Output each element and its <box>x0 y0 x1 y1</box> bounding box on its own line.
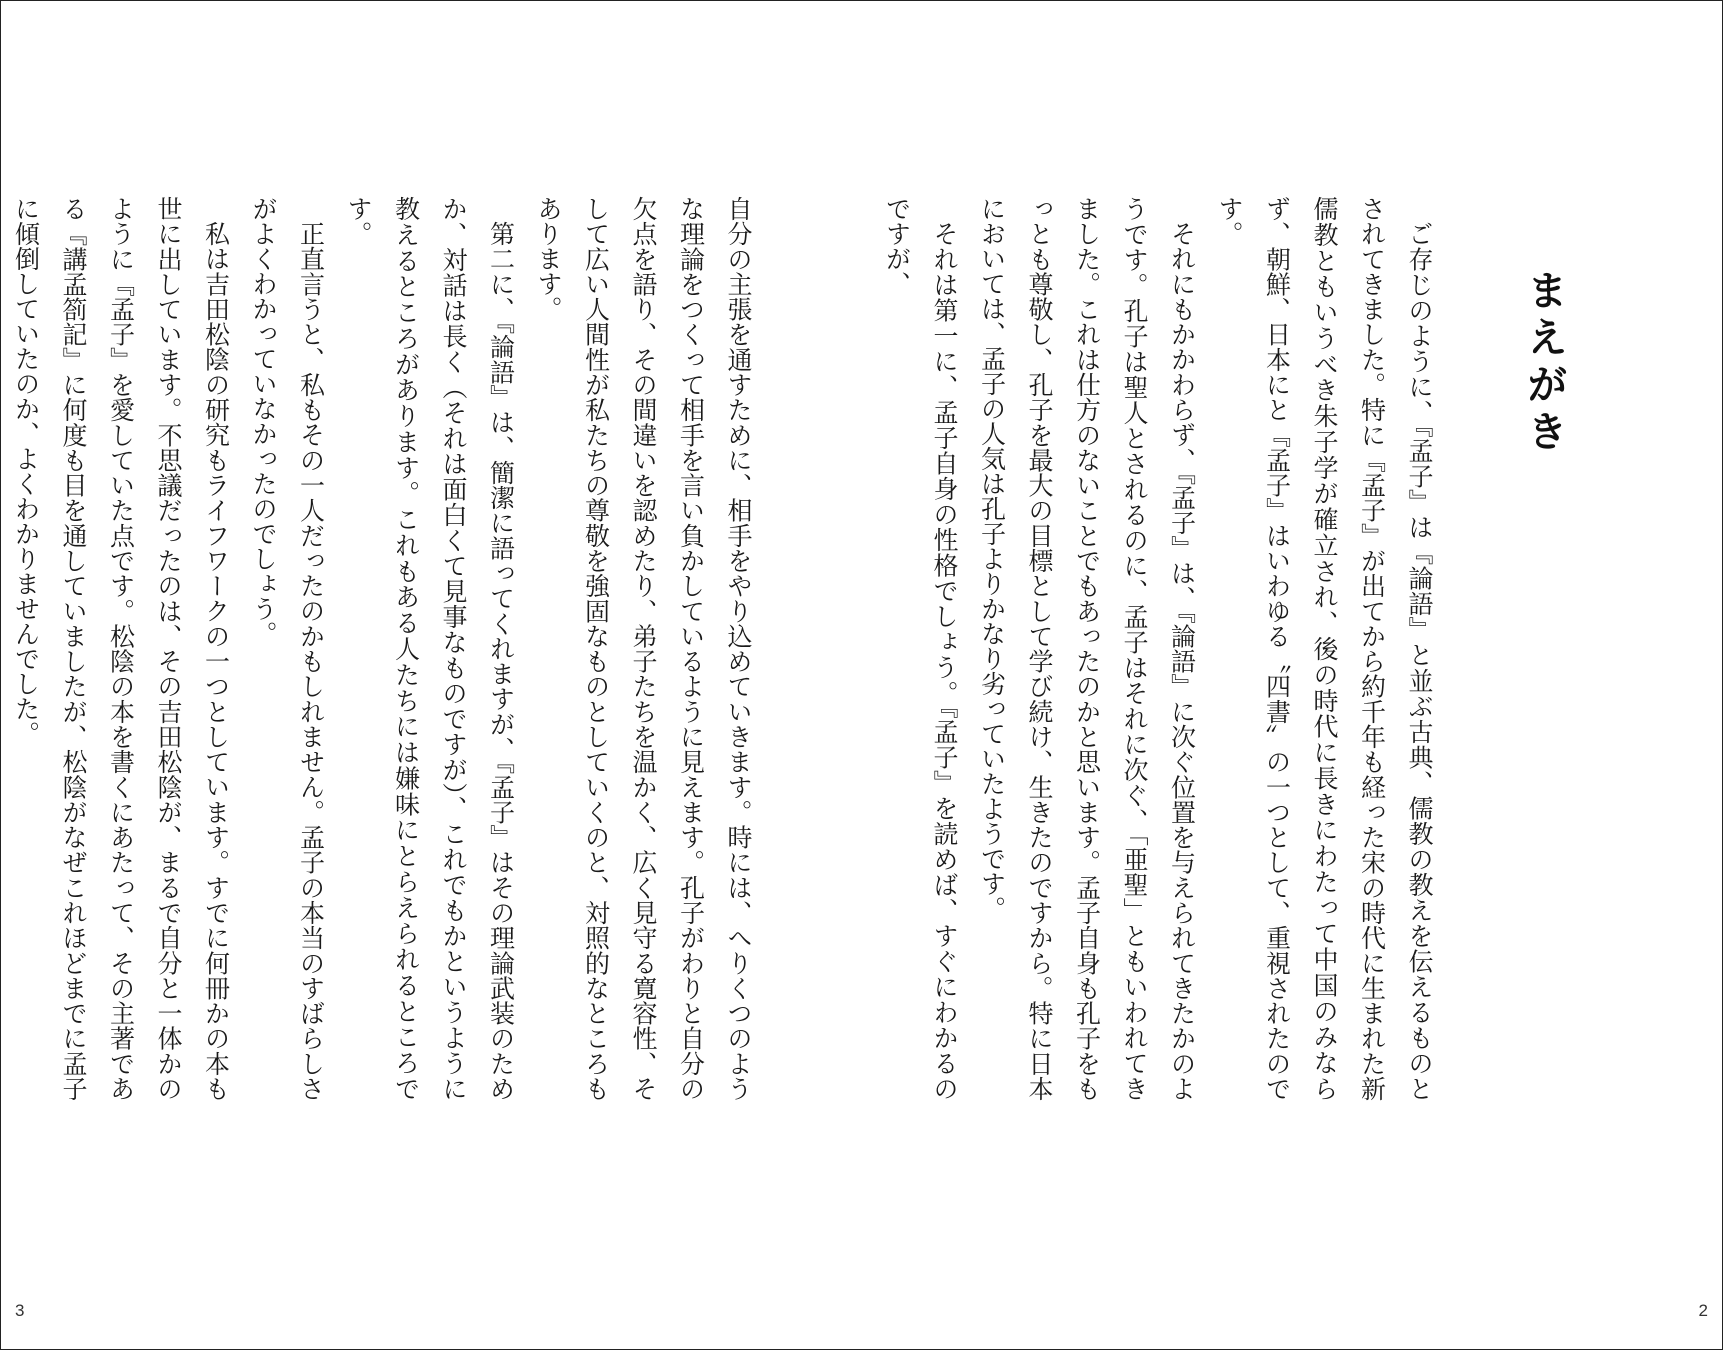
page-number: 3 <box>15 1301 25 1320</box>
paragraph <box>0 196 2 1101</box>
right-page-body <box>882 196 1443 1102</box>
paragraph: 第二に、『論語』は、簡潔に語ってくれますが、『孟子』はその理論武装のためか、対話は長く（それは面白くて見事なものですが）、これでもかというように教えるところがあります。これもある人たちには嫌味にとらえられるところです。 <box>344 196 516 1102</box>
paragraph: それにもかかわらず、『孟子』は、『論語』に次ぐ位置を与えられてきたかのようです。孔子は聖人とされるのに、孟子はそれに次ぐ、「亜聖」ともいわれてきました。これは仕方のないことでもあったのかと思います。孟子自身も孔子をもっとも尊敬し、孔子を最大の目標として学び続け、生きたのですから。特に日本においては、孟子の人気は孔子よりかなり劣っていたようです。 <box>977 196 1197 1101</box>
chapter-title: まえがき <box>1520 269 1568 457</box>
paragraph: それは第一に、孟子自身の性格でしょう。『孟子』を読めば、すぐにわかるのですが、 <box>882 196 959 1101</box>
page-number: 2 <box>1698 1301 1708 1320</box>
right-page <box>863 1 1722 1349</box>
paragraph: 私は吉田松陰の研究もライフワークの一つとしています。すでに何冊かの本も世に出しています。不思議だったのは、その吉田松陰が、まるで自分と一体かのように『孟子』を愛していた点です。松陰の本を書くにあたって、その主著である『講孟箚記』に何度も目を通していましたが、松陰がなぜこれほどまでに孟子に傾倒していたのか、よくわかりませんでした。 <box>11 196 231 1101</box>
left-page <box>1 1 863 1349</box>
paragraph: 正直言うと、私もその一人だったのかもしれません。孟子の本当のすばらしさがよくわかっていなかったのでしょう。 <box>249 196 326 1101</box>
left-page-body <box>11 196 762 1102</box>
paragraph: 自分の主張を通すために、相手をやり込めていきます。時には、へりくつのような理論をつくって相手を言い負かしているように見えます。孔子がわりと自分の欠点を語り、その間違いを認めたり、弟子たちを温かく、広く見守る寛容性、そして広い人間性が私たちの尊敬を強固なものとしていくのと、対照的なところもあります。 <box>534 196 753 1101</box>
paragraph: ご存じのように、『孟子』は『論語』と並ぶ古典、儒教の教えを伝えるものとされてきました。特に『孟子』が出てから約千年も経った宋の時代に生まれた新儒教ともいうべき朱子学が確立され、後の時代に長きにわたって中国のみならず、朝鮮、日本にと『孟子』はいわゆる〝四書〟の一つとして、重視されたのです。 <box>1215 196 1434 1102</box>
